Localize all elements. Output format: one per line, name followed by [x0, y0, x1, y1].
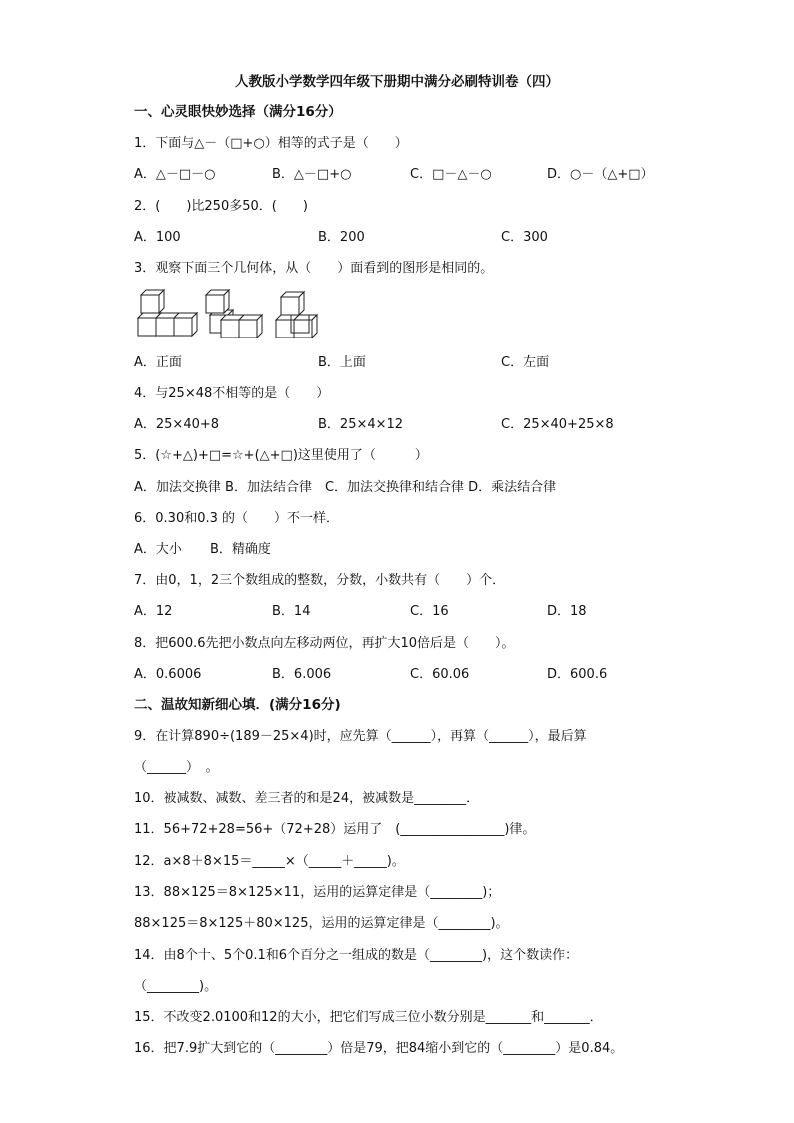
q1-option-c[interactable]: C．□－△－○	[410, 167, 492, 182]
q2-option-c[interactable]: C．300	[501, 230, 548, 245]
page-title: 人教版小学数学四年级下册期中满分必刷特训卷（四）	[235, 74, 559, 90]
q8-option-c[interactable]: C．60.06	[410, 667, 470, 682]
question-12: 12．a×8＋8×15＝_____×（_____＋_____)。	[134, 854, 405, 869]
q4-option-a[interactable]: A．25×40+8	[134, 417, 220, 432]
section-heading-fill: 二、温故知新细心填．(满分16分)	[134, 697, 341, 713]
solid-3	[276, 292, 317, 338]
q4-option-c[interactable]: C．25×40+25×8	[501, 417, 614, 432]
q8-option-d[interactable]: D．600.6	[547, 667, 608, 682]
q1-option-a[interactable]: A．△－□－○	[134, 167, 216, 182]
q7-option-c[interactable]: C．16	[410, 604, 449, 619]
q6-option-a[interactable]: A．大小	[134, 542, 182, 557]
question-10: 10．被减数、减数、差三者的和是24，被减数是________．	[134, 791, 480, 806]
question-8: 8．把600.6先把小数点向左移动两位，再扩大10倍后是（ ）。	[134, 636, 515, 651]
q1-option-b[interactable]: B．△－□+○	[272, 167, 352, 182]
question-14-line2: （________)。	[134, 979, 218, 994]
question-14-line1: 14．由8个十、5个0.1和6个百分之一组成的数是（________)，这个数读作：	[134, 948, 579, 963]
q7-option-a[interactable]: A．12	[134, 604, 173, 619]
q6-option-b[interactable]: B．精确度	[210, 542, 271, 557]
q5-options[interactable]: A．加法交换律 B．加法结合律 C．加法交换律和结合律 D．乘法结合律	[134, 480, 557, 495]
q1-option-d[interactable]: D．○－（△+□）	[547, 167, 654, 182]
q3-option-a[interactable]: A．正面	[134, 355, 182, 370]
q3-option-c[interactable]: C．左面	[501, 355, 550, 370]
question-2: 2．( )比250多50．( )	[134, 199, 308, 214]
q8-option-b[interactable]: B．6.006	[272, 667, 332, 682]
geometric-solids-figure	[133, 288, 333, 338]
question-6: 6．0.30和0.3 的（ ）不一样．	[134, 511, 340, 526]
q4-option-b[interactable]: B．25×4×12	[318, 417, 404, 432]
solid-1	[138, 290, 197, 336]
question-4: 4．与25×48不相等的是（ ）	[134, 386, 330, 401]
question-11: 11．56+72+28=56+（72+28）运用了 (________________)律。	[134, 822, 536, 837]
question-16: 16．把7.9扩大到它的（________）倍是79，把84缩小到它的（________）是0.84。	[134, 1041, 624, 1056]
q7-option-d[interactable]: D．18	[547, 604, 587, 619]
question-15: 15．不改变2.0100和12的大小，把它们写成三位小数分别是_______和_______．	[134, 1010, 603, 1025]
question-5: 5．(☆+△)+□=☆+(△+□)这里使用了（ ）	[134, 448, 428, 463]
question-13-line2: 88×125＝8×125＋80×125，运用的运算定律是（________)。	[134, 916, 509, 931]
q8-option-a[interactable]: A．0.6006	[134, 667, 202, 682]
q7-option-b[interactable]: B．14	[272, 604, 311, 619]
question-1: 1．下面与△－（□+○）相等的式子是（ ）	[134, 136, 408, 151]
question-9-line2: （______） 。	[134, 760, 219, 775]
q2-option-b[interactable]: B．200	[318, 230, 365, 245]
section-heading-choice: 一、心灵眼快妙选择（满分16分）	[134, 104, 342, 120]
solid-2	[206, 290, 262, 338]
question-7: 7．由0，1，2三个数组成的整数，分数，小数共有（ ）个．	[134, 573, 506, 588]
question-13-line1: 13．88×125＝8×125×11，运用的运算定律是（________)；	[134, 885, 501, 900]
question-3: 3．观察下面三个几何体，从（ ）面看到的图形是相同的。	[134, 261, 494, 276]
question-9-line1: 9．在计算890÷(189－25×4)时，应先算（______），再算（______），最后算	[134, 729, 587, 744]
q2-option-a[interactable]: A．100	[134, 230, 181, 245]
q3-option-b[interactable]: B．上面	[318, 355, 366, 370]
